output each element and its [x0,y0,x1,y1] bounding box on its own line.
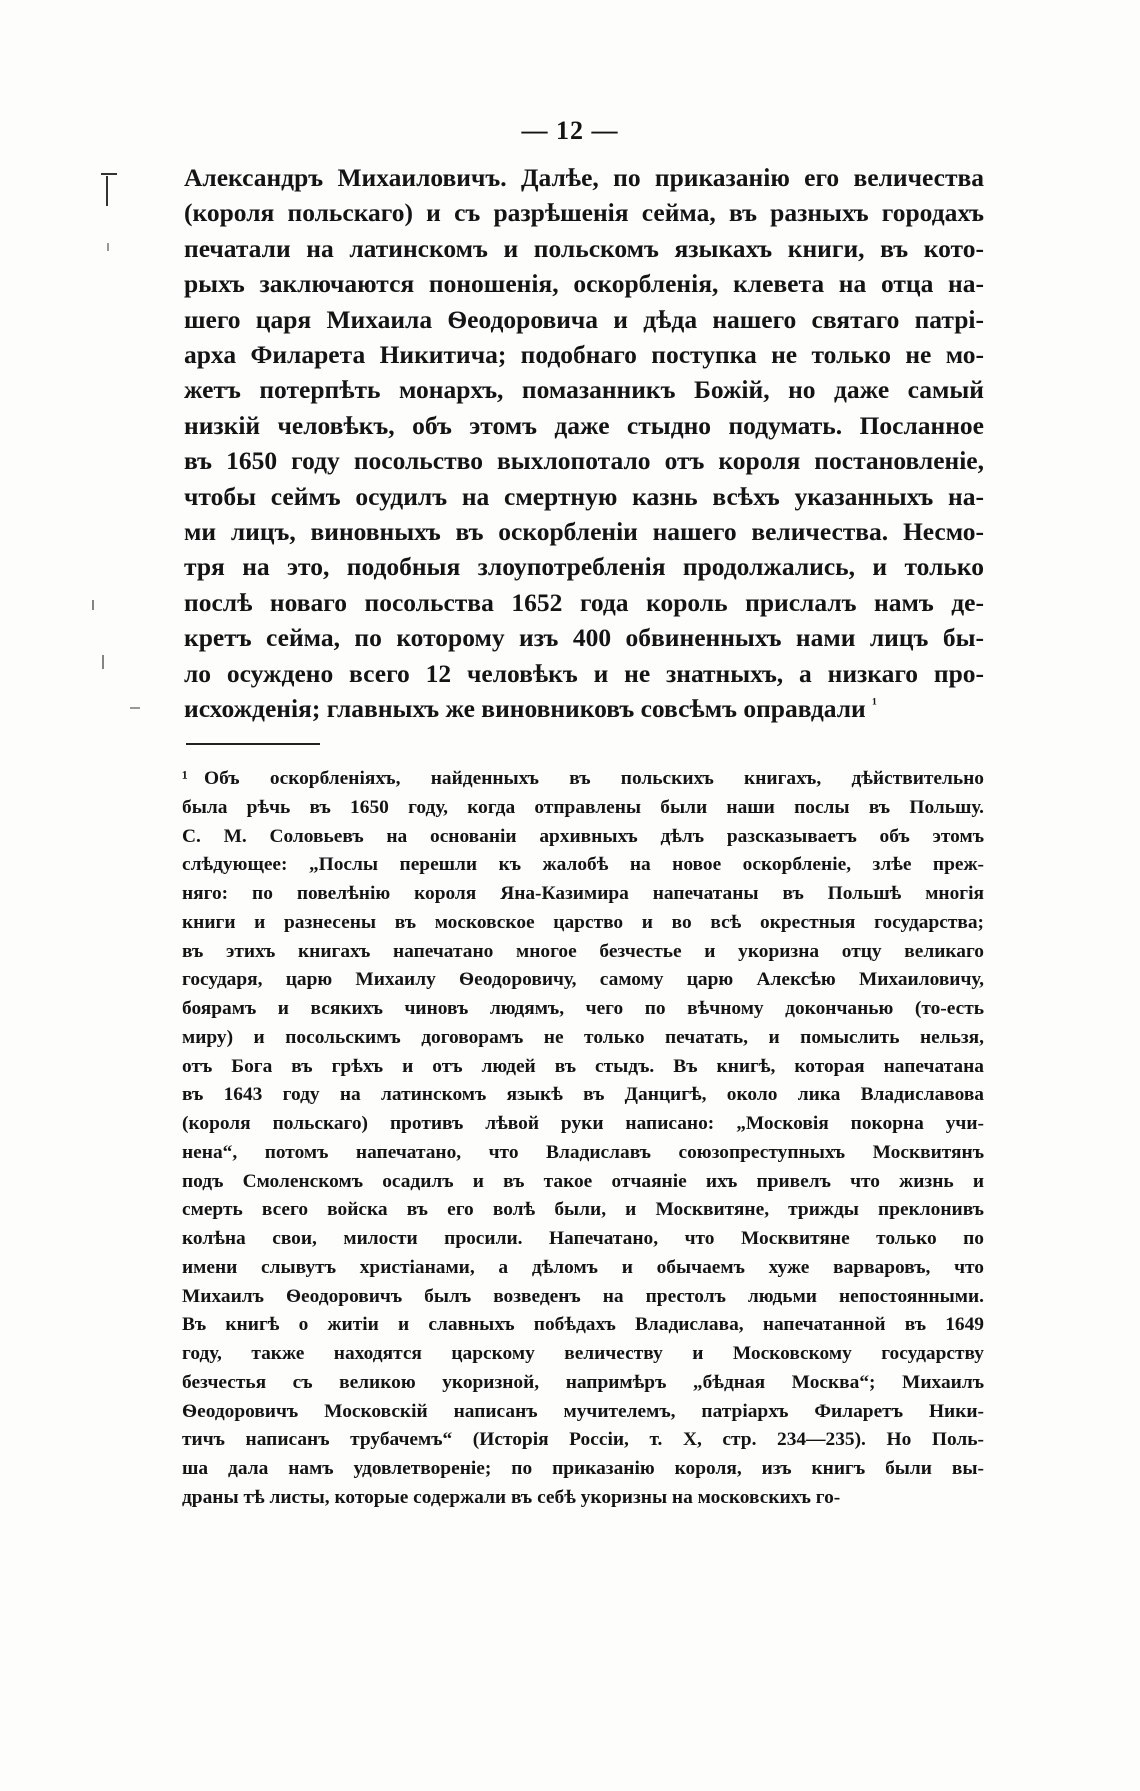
footnote-line: Въ книгѣ о житіи и славныхъ побѣдахъ Владислава, напечатанной въ 1649 [182,1314,984,1336]
main-text-line: ми лицъ, виновныхъ въ оскорбленіи нашего величества. Несмо- [184,517,984,547]
footnote-line: безчестья съ великою укоризной, напримѣръ „бѣдная Москва“; Михаилъ [182,1371,984,1393]
footnote-line: боярамъ и всякихъ чиновъ людямъ, чего по вѣчному докончанью (то-есть [182,998,984,1019]
footnote-line: миру) и посольскимъ договорамъ не только печатать, и помыслить нельзя, [182,1026,984,1048]
footnote-line: Ѳеодоровичъ Московскій написанъ мучителемъ, патріархъ Филаретъ Ники- [182,1400,984,1422]
footnote-line: имени слывутъ христіанами, а дѣломъ и обычаемъ хуже варваровъ, что [182,1256,984,1278]
main-text-line: Александръ Михаиловичъ. Далѣе, по приказанію его величества [184,163,984,192]
footnote-line: колѣна свои, милости просили. Напечатано, что Москвитяне только по [182,1228,984,1249]
margin-mark [130,707,140,709]
main-text-line: послѣ новаго посольства 1652 года король прислалъ намъ де- [184,587,984,617]
footnote-line: въ 1643 году на латинскомъ языкѣ въ Данцигѣ, около лика Владиславова [182,1084,984,1106]
main-text-line: кретъ сейма, по которому изъ 400 обвиненныхъ нами лицъ бы- [184,623,984,653]
footnote-line: ша дала намъ удовлетвореніе; по приказанію короля, изъ книгъ были вы- [182,1458,984,1479]
footnote-line: государя, царю Михаилу Ѳеодоровичу, самому царю Алексѣю Михаиловичу, [182,969,984,991]
page-number: — 12 — [521,116,619,145]
margin-mark [102,655,104,669]
footnote-line: въ этихъ книгахъ напечатано многое безчестье и укоризна отцу великаго [182,940,984,962]
footnote-line: подъ Смоленскомъ осадилъ и въ такое отчаяніе ихъ привелъ что жизнь и [182,1170,984,1192]
footnote-line: Михаилъ Ѳеодоровичъ былъ возведенъ на престолъ людьми непостоянными. [182,1285,984,1307]
footnote-block [182,765,984,1513]
main-text-line: ло осуждено всего 12 человѣкъ и не знатныхъ, а низкаго про- [184,658,984,688]
footnote-line: (короля польскаго) противъ лѣвой руки написано: „Московія покорна учи- [182,1113,984,1134]
main-text-line: въ 1650 году посольство выхлопотало отъ короля постановленіе, [184,446,984,476]
margin-mark [107,243,109,251]
margin-mark [106,176,108,206]
footnote-rule [186,743,320,745]
main-text-block [184,160,984,727]
main-text-line: рыхъ заключаются поношенія, оскорбленія, клевета на отца на- [184,269,984,299]
main-text-line: печатали на латинскомъ и польскомъ языкахъ книги, въ кото- [184,233,984,263]
footnote-line: была рѣчь въ 1650 году, когда отправлены были наши послы въ Польшу. [182,796,984,818]
footnote-line: слѣдующее: „Послы перешли къ жалобѣ на новое оскорбленіе, злѣе преж- [182,854,984,876]
footnote-line: драны тѣ листы, которые содержали въ себѣ укоризны на московскихъ го- [182,1486,841,1508]
footnote-line: смерть всего войска въ его волѣ были, и Москвитяне, трижды преклонивъ [182,1199,984,1221]
main-text-line: арха Филарета Никитича; подобнаго поступка не только не мо- [184,340,984,370]
footnote-line: ¹ Объ оскорбленіяхъ, найденныхъ въ польскихъ книгахъ, дѣйствительно [182,765,984,794]
footnote-line: тичъ написанъ трубачемъ“ (Исторія Россіи, т. X, стр. 234—235). Но Поль- [182,1429,984,1451]
main-text-line: (короля польскаго) и съ разрѣшенія сейма, въ разныхъ городахъ [184,198,984,228]
margin-mark [101,173,117,175]
footnote-line: С. М. Соловьевъ на основаніи архивныхъ дѣлъ разсказываетъ объ этомъ [182,825,984,847]
footnote-line: отъ Бога въ грѣхъ и отъ людей въ стыдъ. Въ книгѣ, которая напечатана [182,1055,984,1077]
main-text-line: низкій человѣкъ, объ этомъ даже стыдно подумать. Посланное [184,410,984,440]
main-text-line: тря на это, подобныя злоупотребленія продолжались, и только [184,552,984,582]
footnote-reference-marker: ¹ [872,696,877,714]
main-text-line: жетъ потерпѣть монархъ, помазанникъ Божій, но даже самый [184,375,984,405]
margin-mark [92,600,94,610]
footnote-marker: ¹ [182,768,188,789]
main-text-line: шего царя Михаила Ѳеодоровича и дѣда нашего святаго патрі- [184,304,984,334]
footnote-line: няго: по повелѣнію короля Яна-Казимира напечатаны въ Польшѣ многія [182,883,984,904]
footnote-line: нена“, потомъ напечатано, что Владиславъ союзопреступныхъ Москвитянъ [182,1141,984,1163]
main-text-line: исхожденія; главныхъ же виновниковъ совсѣмъ оправдали $^{^1}$ [184,694,877,724]
footnote-line: году, также находятся царскому величеству и Московскому государству [182,1343,984,1364]
footnote-line: книги и разнесены въ московское царство и во всѣ окрестныя государства; [182,911,984,933]
main-text-line: чтобы сеймъ осудилъ на смертную казнь всѣхъ указанныхъ на- [184,481,984,511]
